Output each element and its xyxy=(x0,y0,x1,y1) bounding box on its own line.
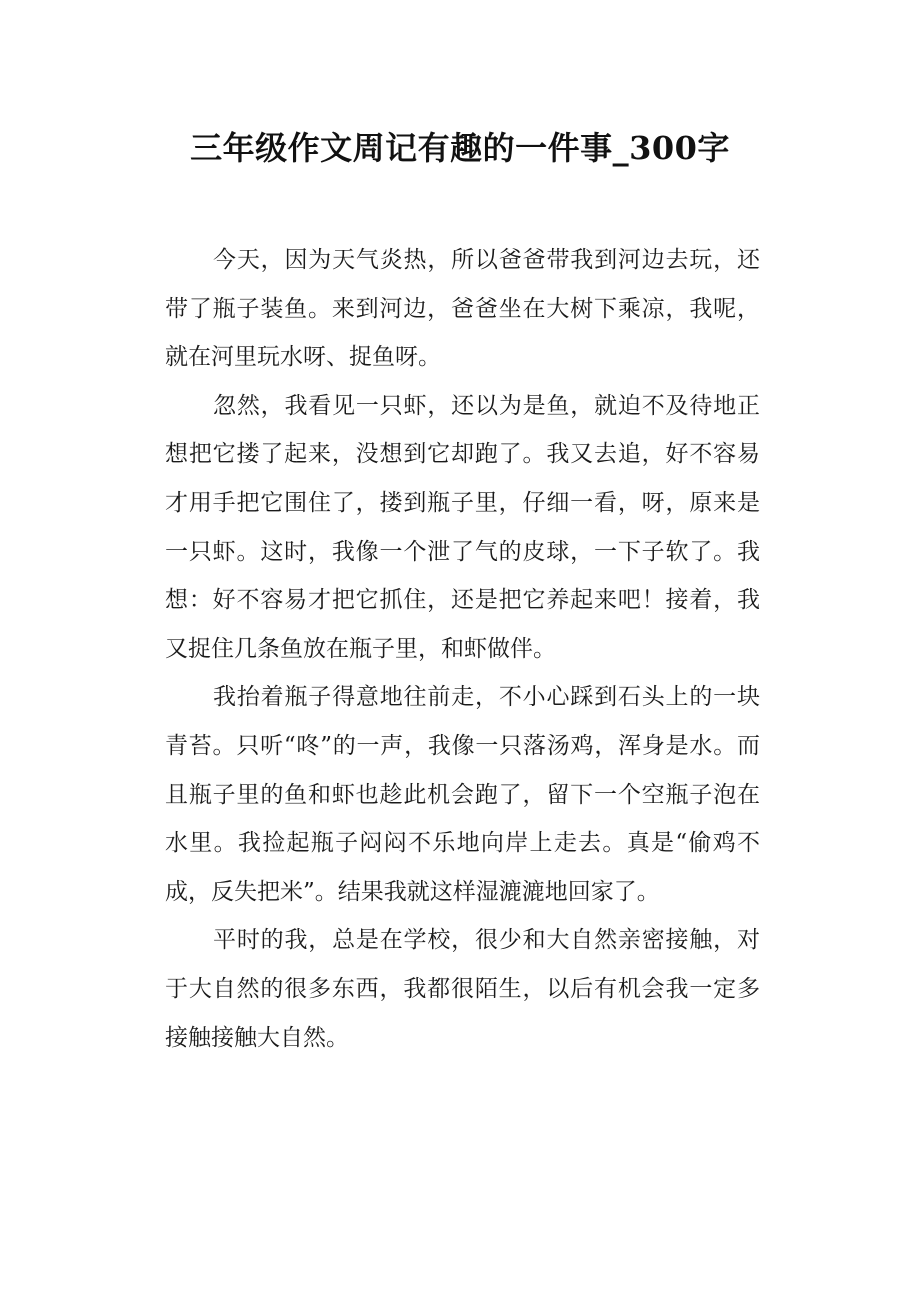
paragraph-3: 我抬着瓶子得意地往前走，不小心踩到石头上的一块青苔。只听“咚”的一声，我像一只落汤鸡，浑身是水。而且瓶子里的鱼和虾也趁此机会跑了，留下一个空瓶子泡在水里。我捡起瓶子闷闷不乐地向岸上走去。真是“偷鸡不成，反失把米”。结果我就这样湿漉漉地回家了。 xyxy=(165,684,760,905)
paragraph-1: 今天，因为天气炎热，所以爸爸带我到河边去玩，还带了瓶子装鱼。来到河边，爸爸坐在大树下乘凉，我呢，就在河里玩水呀、捉鱼呀。 xyxy=(165,247,760,371)
document-title: 三年级作文周记有趣的一件事_300字 xyxy=(190,129,730,167)
paragraph-4: 平时的我，总是在学校，很少和大自然亲密接触，对于大自然的很多东西，我都很陌生，以后有机会我一定多接触接触大自然。 xyxy=(165,927,760,1051)
document-body xyxy=(165,236,760,1062)
paragraph-2: 忽然，我看见一只虾，还以为是鱼，就迫不及待地正想把它搂了起来，没想到它却跑了。我又去追，好不容易才用手把它围住了，搂到瓶子里，仔细一看，呀，原来是一只虾。这时，我像一个泄了气的皮球，一下子软了。我想：好不容易才把它抓住，还是把它养起来吧！接着，我又捉住几条鱼放在瓶子里，和虾做伴。 xyxy=(165,392,760,662)
